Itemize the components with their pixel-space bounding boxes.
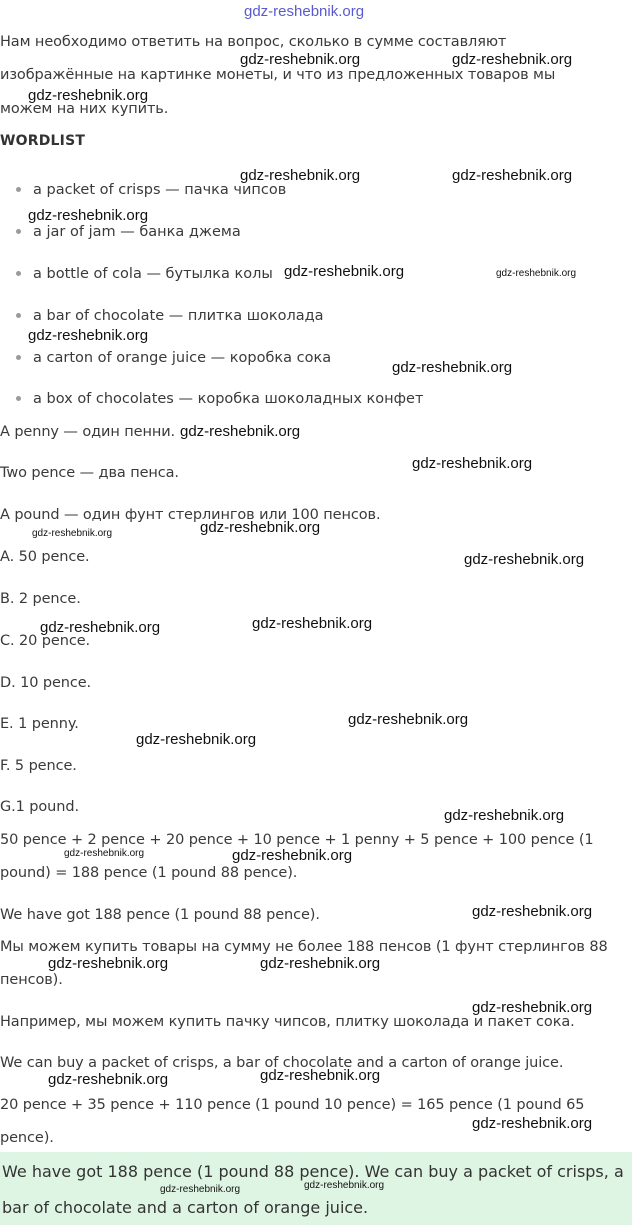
watermark: gdz-reshebnik.org [28,87,149,104]
watermark: gdz-reshebnik.org [232,847,353,864]
sum-line-1: 50 pence + 2 pence + 20 pence + 10 pence + 1 penny + 5 pence + 100 pence (1 [0,832,594,848]
watermark: gdz-reshebnik.org [64,848,145,859]
watermark: gdz-reshebnik.org [48,955,169,972]
answer-a: A. 50 pence. [0,549,90,565]
final-answer-line-1: We have got 188 pence (1 pound 88 pence). We can buy a packet of crisps, a [2,1162,624,1181]
wordlist-item: a bar of chocolate — плитка шоколада [16,308,324,324]
wordlist-item: a carton of orange juice — коробка сока [16,350,331,366]
bullet-icon [16,271,21,276]
definition-penny: A penny — один пенни. [0,424,176,440]
watermark: gdz-reshebnik.org [472,1115,593,1132]
bullet-icon [16,229,21,234]
ru-buy-line-1: Мы можем купить товары на сумму не более 188 пенсов (1 фунт стерлингов 88 [0,939,608,955]
watermark: gdz-reshebnik.org [260,955,381,972]
intro-line-1: Нам необходимо ответить на вопрос, сколько в сумме составляют [0,34,507,50]
wordlist-item: a jar of jam — банка джема [16,224,241,240]
watermark: gdz-reshebnik.org [28,207,149,224]
answer-b: B. 2 pence. [0,591,81,607]
answer-g: G.1 pound. [0,799,79,815]
wordlist-item: a packet of crisps — пачка чипсов [16,182,286,198]
watermark: gdz-reshebnik.org [472,903,593,920]
watermark: gdz-reshebnik.org [40,619,161,636]
watermark: gdz-reshebnik.org [348,711,469,728]
definition-two-pence: Two pence — два пенса. [0,465,179,481]
watermark: gdz-reshebnik.org [496,268,577,279]
watermark: gdz-reshebnik.org [452,51,573,68]
intro-line-3: можем на них купить. [0,101,169,117]
watermark-top: gdz-reshebnik.org [244,3,365,20]
watermark: gdz-reshebnik.org [284,263,405,280]
watermark: gdz-reshebnik.org [136,731,257,748]
watermark: gdz-reshebnik.org [260,1067,381,1084]
watermark: gdz-reshebnik.org [240,51,361,68]
answer-c: C. 20 pence. [0,633,91,649]
watermark: gdz-reshebnik.org [304,1180,385,1191]
watermark: gdz-reshebnik.org [32,528,113,539]
answer-e: E. 1 penny. [0,716,79,732]
watermark: gdz-reshebnik.org [180,423,301,440]
wordlist-heading: WORDLIST [0,133,86,149]
watermark: gdz-reshebnik.org [48,1071,169,1088]
bullet-icon [16,187,21,192]
calc-line-2: pence). [0,1130,54,1146]
bullet-icon [16,355,21,360]
calc-line-1: 20 pence + 35 pence + 110 pence (1 pound 10 pence) = 165 pence (1 pound 65 [0,1097,585,1113]
definition-pound: A pound — один фунт стерлингов или 100 пенсов. [0,507,381,523]
watermark: gdz-reshebnik.org [444,807,565,824]
watermark: gdz-reshebnik.org [392,359,513,376]
watermark: gdz-reshebnik.org [412,455,533,472]
watermark: gdz-reshebnik.org [472,999,593,1016]
watermark: gdz-reshebnik.org [452,167,573,184]
bullet-icon [16,313,21,318]
en-example: We can buy a packet of crisps, a bar of chocolate and a carton of orange juice. [0,1055,564,1071]
watermark: gdz-reshebnik.org [464,551,585,568]
watermark: gdz-reshebnik.org [200,519,321,536]
wordlist-item: a bottle of cola — бутылка колы [16,266,273,282]
watermark: gdz-reshebnik.org [240,167,361,184]
watermark: gdz-reshebnik.org [160,1184,241,1195]
intro-line-2: изображённые на картинке монеты, и что из предложенных товаров мы [0,67,556,83]
wordlist-item: a box of chocolates — коробка шоколадных конфет [16,391,423,407]
ru-buy-line-2: пенсов). [0,972,63,988]
sum-line-2: pound) = 188 pence (1 pound 88 pence). [0,865,298,881]
total-line: We have got 188 pence (1 pound 88 pence). [0,907,320,923]
bullet-icon [16,396,21,401]
ru-example: Например, мы можем купить пачку чипсов, плитку шоколада и пакет сока. [0,1014,575,1030]
answer-f: F. 5 pence. [0,758,77,774]
answer-d: D. 10 pence. [0,675,92,691]
final-answer-line-2: bar of chocolate and a carton of orange juice. [2,1198,369,1217]
watermark: gdz-reshebnik.org [28,327,149,344]
watermark: gdz-reshebnik.org [252,615,373,632]
